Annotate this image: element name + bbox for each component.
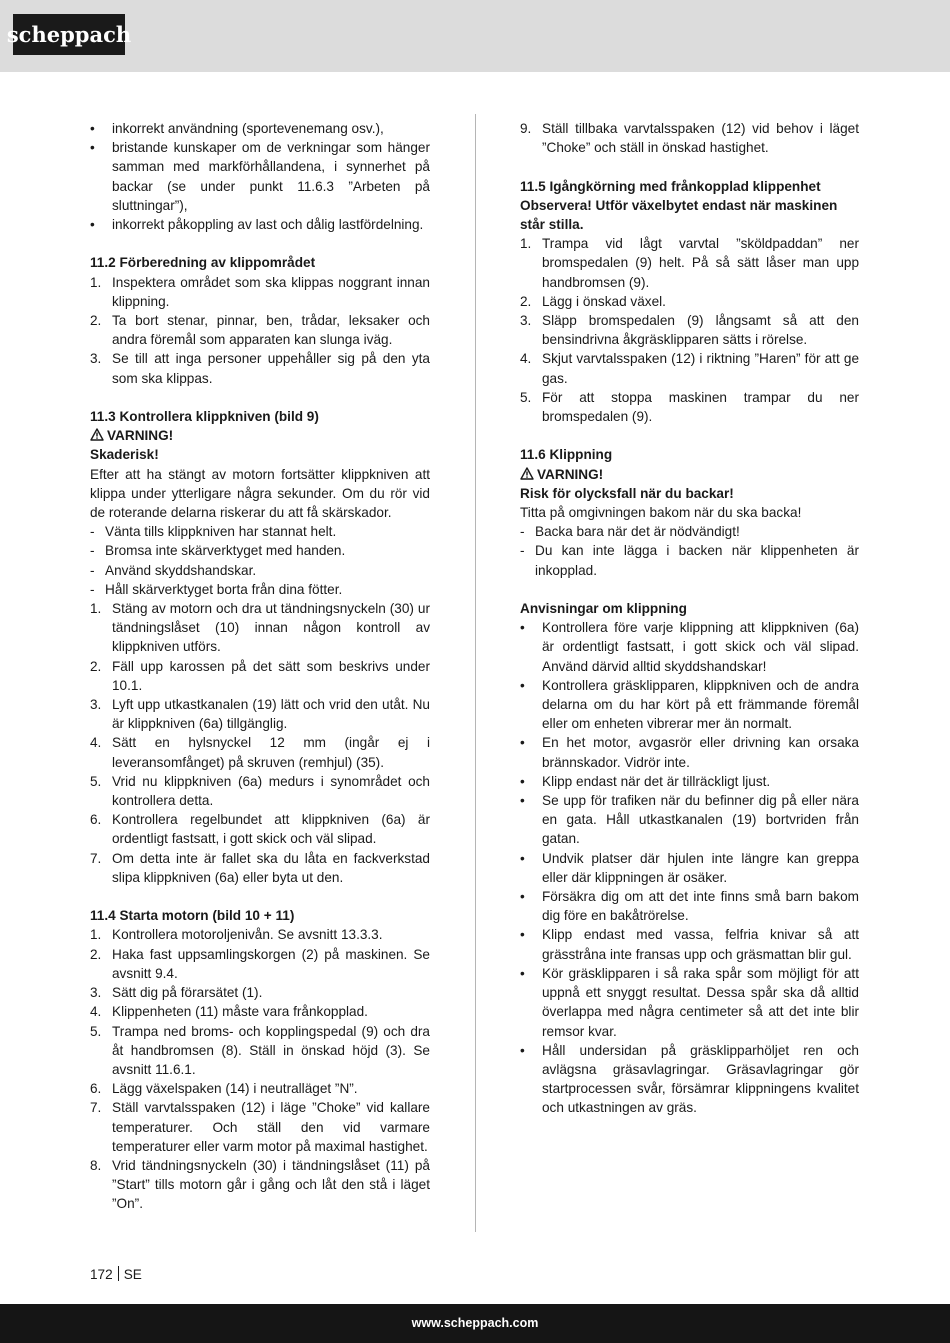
warning-triangle-icon [520,467,534,480]
list-item: - Använd skyddshandskar. [90,562,257,578]
section-heading: 11.2 Förberedning av klippområdet [90,255,316,271]
dash-list [520,522,859,580]
section-11-4 [90,906,430,1213]
right-column [520,119,859,1137]
list-item: 9. Ställ tillbaka varvtalsspaken (12) vid behov i läget ”Choke” och ställ in önskad hastighet. [520,121,859,156]
separator [118,1266,119,1281]
warning-subtitle: Risk för olycksfall när du backar! [520,485,734,501]
warning-line: VARNING! [90,426,430,445]
list-item: • Kontrollera gräsklipparen, klippkniven och de andra delarna om du har kört på ett främmande föremål eller om enheten vibrerar mer än normalt. [520,677,859,732]
warning-triangle-icon [90,428,104,441]
step-list [90,599,430,887]
section-heading: 11.3 Kontrollera klippkniven (bild 9) [90,409,319,425]
list-item: • Undvik platser där hjulen inte längre kan greppa eller där klippningen är osäker. [520,850,859,885]
section-11-3 [90,407,430,887]
left-column [90,119,430,1233]
page-number: 172 SE [90,1267,142,1282]
header-band [0,0,950,72]
list-item: • bristande kunskaper om de verkningar som hänger samman med markförhållandena, i synnerhet på backar (se under punkt 11.6.3 ”Arbeten på sluttningar”), [90,140,430,213]
list-item: 1. Stäng av motorn och dra ut tändningsnyckeln (30) ur tändningslåset (10) innan någon kontroll av klippkniven utförs. [90,601,430,655]
list-item: 5. Vrid nu klippkniven (6a) medurs i synområdet och kontrollera detta. [90,773,430,809]
list-item: • Försäkra dig om att det inte finns små barn bakom dig före en bakåtrörelse. [520,889,859,924]
list-item: • Klipp endast med vassa, felfria knivar så att grässtråna inte fransas upp och gräsmattan blir gul. [520,927,859,962]
list-item: 6. Lägg växelspaken (14) i neutralläget ”N”. [90,1081,358,1097]
list-item: - Bromsa inte skärverktyget med handen. [90,543,346,559]
list-item: 7. Om detta inte är fallet ska du låta en fackverkstad slipa klippkniven (6a) eller byta ut den. [90,850,430,885]
list-item: - Backa bara när det är nödvändigt! [520,524,740,540]
list-item: 3. Lyft upp utkastkanalen (19) lätt och vrid den utåt. Nu är klippkniven (6a) tillgänglig. [90,697,430,732]
list-item: 1. Trampa vid lågt varvtal ”sköldpaddan” ner bromspedalen (9) helt. På så sätt låser man upp handbromsen (9). [520,236,859,290]
list-item: 4. Skjut varvtalsspaken (12) i riktning ”Haren” för att ge gas. [520,351,859,386]
step-list [520,119,859,157]
section-11-4-continued [520,119,859,157]
section-11-6 [520,445,859,579]
step-list [90,273,430,388]
warning-subtitle: Skaderisk! [90,447,159,463]
list-item: • inkorrekt användning (sportevenemang osv.), [90,121,384,136]
list-item: - Vänta tills klippkniven har stannat helt. [90,524,337,540]
list-item: 4. Klippenheten (11) måste vara frånkopplad. [90,1004,368,1020]
list-item: 1. Kontrollera motoroljenivån. Se avsnitt 13.3.3. [90,927,383,943]
list-item: 2. Fäll upp karossen på det sätt som beskrivs under 10.1. [90,658,430,693]
list-item: • inkorrekt påkoppling av last och dålig lastfördelning. [90,217,424,233]
list-item: 5. För att stoppa maskinen trampar du ner bromspedalen (9). [520,389,859,425]
paragraph: Titta på omgivningen bakom när du ska backa! [520,505,802,521]
tips-bullet-list [520,618,859,1117]
list-item: 2. Ta bort stenar, pinnar, ben, trådar, leksaker och andra föremål som apparaten kan slunga iväg. [90,313,430,348]
paragraph: Efter att ha stängt av motorn fortsätter klippkniven att klippa under ytterligare några sekunder. Om du rör vid de roterande delarna riskerar du att få skärskador. [90,466,430,521]
list-item: - Du kan inte lägga i backen när klippenheten är inkopplad. [520,543,859,578]
dash-list [90,522,430,599]
list-item: • Klipp endast när det är tillräckligt ljust. [520,773,771,789]
list-item: • Kör gräsklipparen i så raka spår som möjligt för att uppnå ett snyggt resultat. Dessa spår ska då alltid överlappa med några centimeter så att det inte blir remsor kvar. [520,965,859,1039]
list-item: • Se upp för trafiken när du befinner dig på eller nära en gata. Håll utkastkanalen (19) bortvriden från gatan. [520,793,859,847]
note-text: Observera! Utför växelbytet endast när maskinen står stilla. [520,197,838,232]
footer-band [0,1304,950,1343]
section-heading: 11.5 Igångkörning med frånkopplad klippenhet [520,178,821,194]
list-item: • En het motor, avgasrör eller drivning kan orsaka brännskador. Vidrör inte. [520,735,859,770]
list-item: 7. Ställ varvtalsspaken (12) i läge ”Choke” vid kallare temperaturer. Och ställ den vid varmare temperaturer eller varm motor på maximal hastighet. [90,1100,430,1154]
section-heading: Anvisningar om klippning [520,601,687,617]
section-heading: 11.6 Klippning [520,447,613,463]
step-list [520,234,859,426]
list-item: 2. Haka fast uppsamlingskorgen (2) på maskinen. Se avsnitt 9.4. [90,946,430,981]
brand-logo: scheppach [13,14,125,55]
list-item: • Håll undersidan på gräsklipparhöljet ren och avlägsna gräsavlagringar. Gräsavlagringar gör startprocessen svår, försämrar klippningens kvalitet och utkastningen av gräs. [520,1042,859,1116]
section-11-5 [520,177,859,427]
mowing-tips [520,599,859,1117]
list-item: 1. Inspektera området som ska klippas noggrant innan klippning. [90,274,430,309]
list-item: 4. Sätt en hylsnyckel 12 mm (ingår ej i leveransomfånget) på skruven (remhjul) (35). [90,735,430,770]
step-list [90,925,430,1213]
warning-line: VARNING! [520,465,859,484]
list-item: 3. Sätt dig på förarsätet (1). [90,985,263,1001]
intro-block [90,119,430,234]
list-item: 5. Trampa ned broms- och kopplingspedal (9) och dra åt handbromsen (8). Ställ in önskad höjd (3). Se avsnitt 11.6.1. [90,1023,430,1077]
list-item: • Kontrollera före varje klippning att klippkniven (6a) är ordentligt fastsatt, i gott skick och väl slipad. Använd därvid alltid skyddshandskar! [520,620,859,674]
section-heading: 11.4 Starta motorn (bild 10 + 11) [90,908,295,924]
list-item: 3. Se till att inga personer uppehåller sig på den yta som ska klippas. [90,351,430,386]
list-item: 2. Lägg i önskad växel. [520,293,666,309]
list-item: - Håll skärverktyget borta från dina fötter. [90,581,343,597]
column-divider [475,114,476,1232]
website-link[interactable]: www.scheppach.com [411,1315,539,1330]
list-item: 3. Släpp bromspedalen (9) långsamt så att den bensindrivna åkgräsklipparen sätts i rörelse. [520,313,859,348]
list-item: 6. Kontrollera regelbundet att klippkniven (6a) är ordentligt fastsatt, i gott skick och väl slipad. [90,812,430,847]
section-11-2 [90,253,430,387]
intro-bullet-list [90,119,430,234]
list-item: 8. Vrid tändningsnyckeln (30) i tändningslåset (11) på ”Start” tills motorn går i gång och låt den stå i läget ”On”. [90,1157,430,1212]
